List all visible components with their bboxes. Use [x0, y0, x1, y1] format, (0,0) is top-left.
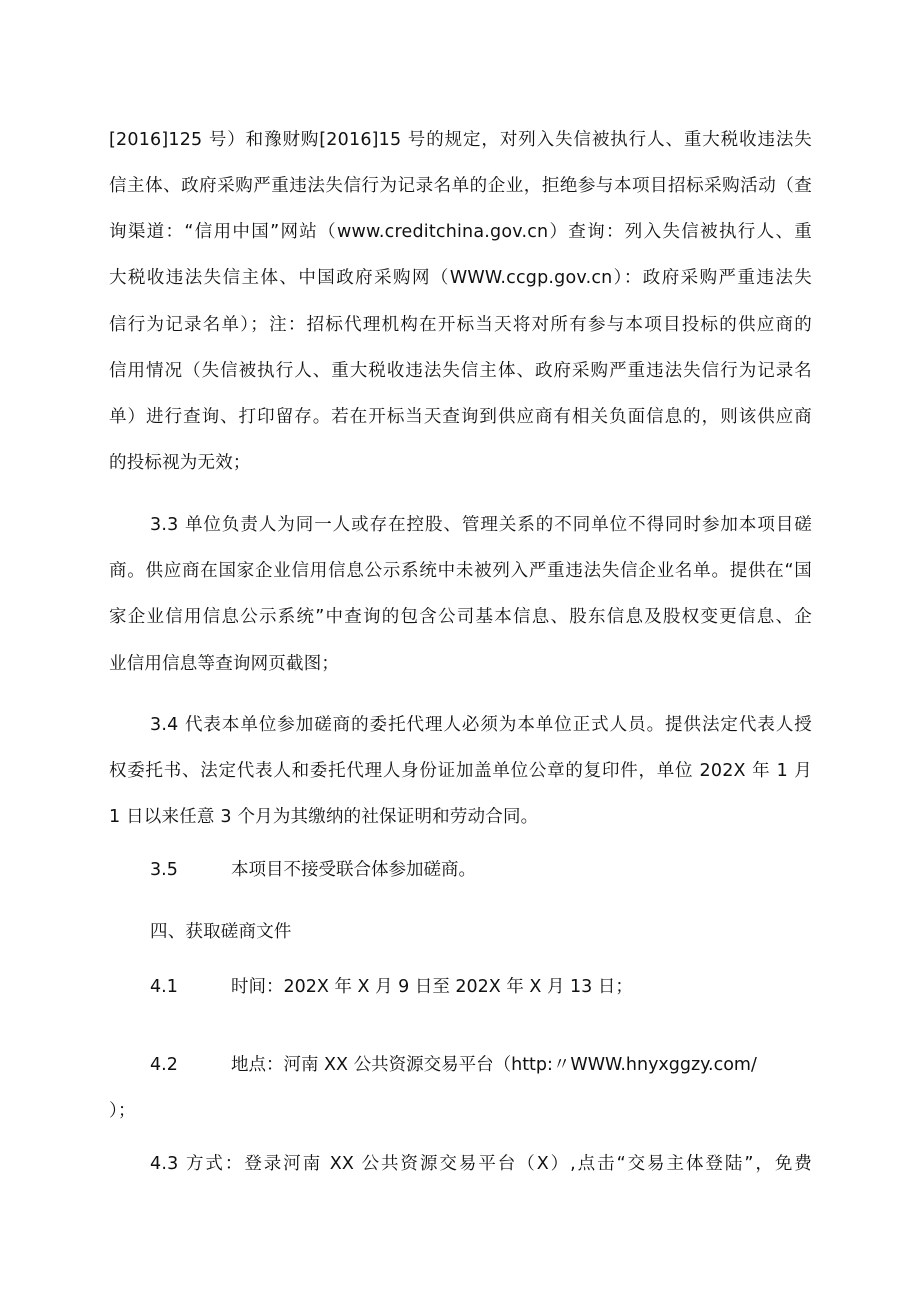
credit-paragraph-line-6: 信用情况（失信被执行人、重大税收违法失信主体、政府采购严重违法失信行为记录名 [109, 361, 812, 381]
clause-4-2-continuation: ）； [109, 1101, 136, 1121]
clause-4-2-number: 4.2 [150, 1055, 178, 1075]
credit-paragraph-line-1: [2016]125 号）和豫财购[2016]15 号的规定，对列入失信被执行人、重大税收违法失 [109, 130, 812, 150]
clause-3-3-line-2: 商。供应商在国家企业信用信息公示系统中未被列入严重违法失信企业名单。提供在“国 [109, 561, 812, 581]
clause-3-4-line-2: 权委托书、法定代表人和委托代理人身份证加盖单位公章的复印件，单位 202X 年 1 月 [109, 761, 812, 781]
credit-paragraph-line-3: 询渠道：“信用中国”网站（www.creditchina.gov.cn）查询：列入失信被执行人、重 [109, 222, 812, 242]
clause-3-3-line-4: 业信用信息等查询网页截图； [109, 654, 340, 674]
clause-3-5-text: 本项目不接受联合体参加磋商。 [231, 860, 476, 880]
clause-4-2-text: 地点：河南 XX 公共资源交易平台（http:〃WWW.hnyxggzy.com/ [231, 1055, 757, 1075]
clause-3-3-line-1: 3.3 单位负责人为同一人或存在控股、管理关系的不同单位不得同时参加本项目磋 [150, 515, 812, 535]
clause-4-1-text: 时间：202X 年 X 月 9 日至 202X 年 X 月 13 日； [231, 977, 633, 997]
clause-3-3-line-3: 家企业信用信息公示系统”中查询的包含公司基本信息、股东信息及股权变更信息、企 [109, 607, 812, 627]
credit-paragraph-line-5: 信行为记录名单）；注：招标代理机构在开标当天将对所有参与本项目投标的供应商的 [109, 315, 812, 335]
credit-paragraph-line-2: 信主体、政府采购严重违法失信行为记录名单的企业，拒绝参与本项目招标采购活动（查 [109, 176, 812, 196]
clause-3-5-number: 3.5 [150, 860, 178, 880]
section-4-heading: 四、获取磋商文件 [150, 922, 292, 942]
clause-3-4-line-1: 3.4 代表本单位参加磋商的委托代理人必须为本单位正式人员。提供法定代表人授 [150, 715, 812, 735]
credit-paragraph-line-7: 单）进行查询、打印留存。若在开标当天查询到供应商有相关负面信息的，则该供应商 [109, 407, 812, 427]
credit-paragraph-line-4: 大税收违法失信主体、中国政府采购网（WWW.ccgp.gov.cn）：政府采购严重违法失 [109, 268, 812, 288]
credit-paragraph-line-8: 的投标视为无效； [109, 453, 251, 473]
clause-4-1-number: 4.1 [150, 977, 178, 997]
clause-3-4-line-3: 1 日以来任意 3 个月为其缴纳的社保证明和劳动合同。 [109, 807, 539, 827]
clause-4-3-line-1: 4.3 方式：登录河南 XX 公共资源交易平台（X）,点击“交易主体登陆”，免费 [150, 1154, 812, 1174]
